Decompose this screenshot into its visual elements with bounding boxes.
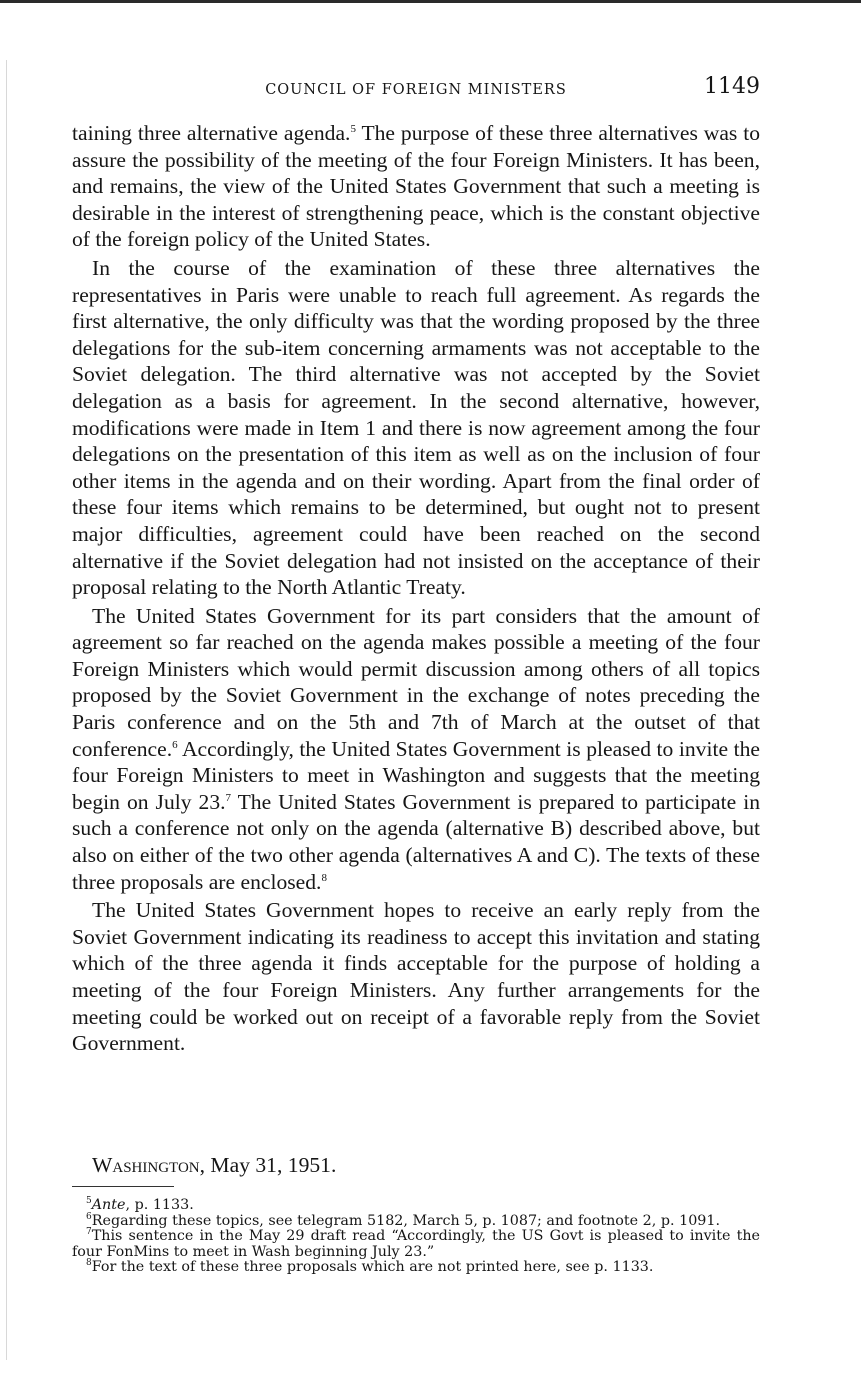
footnote-5 xyxy=(72,1198,760,1214)
footnote-ref-7[interactable]: 7 xyxy=(225,791,232,804)
footnote-text: , p. 1133. xyxy=(125,1197,194,1213)
footnote-italic-ante: Ante xyxy=(91,1197,126,1213)
footnote-text: For the text of these three proposals which are not printed here, see p. 1133. xyxy=(91,1259,654,1275)
running-head xyxy=(72,74,760,108)
paragraph-3-text-a: The United States Government for its part considers that the amount of agreement so far reached on the agenda makes possible a meeting of the four Foreign Ministers which would permit discussion among others of all topics proposed by the Soviet Government in the exchange of notes preceding the Paris conference and on the 5th and 7th of March at the outset of that conference. xyxy=(72,603,760,761)
footnote-text: This sentence in the May 29 draft read “Accordingly, the US Govt is pleased to invite the four FonMins to meet in Wash beginning July 23.” xyxy=(72,1228,760,1260)
dateline-date: , May 31, 1951. xyxy=(199,1153,337,1177)
paragraph-3-text-b: Accordingly, the United States Government is pleased to invite the four Foreign Ministers to meet in Washington and suggests that the meeting begin on July 23. xyxy=(72,736,760,814)
footnote-ref-5[interactable]: 5 xyxy=(350,122,356,135)
dateline xyxy=(92,1153,336,1178)
paragraph-3 xyxy=(72,603,760,896)
dateline-place: Washington xyxy=(92,1153,200,1177)
footnote-6 xyxy=(72,1211,760,1230)
paragraph-1-text-a: taining three alternative agenda. xyxy=(72,121,351,145)
footnote-ref-8[interactable]: 8 xyxy=(321,871,327,884)
footnote-divider xyxy=(72,1186,174,1187)
top-border-rule xyxy=(0,0,861,3)
page-number: 1149 xyxy=(704,74,760,99)
paragraph-3-text-c: The United States Government is prepared to participate in such a conference not only on the agenda (alternative B) described above, but also on either of the two other agenda (alternatives A and C). The texts of these three proposals are enclosed. xyxy=(72,789,760,894)
footnote-ref-6[interactable]: 6 xyxy=(172,738,178,751)
footnote-mark: 6 xyxy=(86,1211,92,1222)
footnote-mark: 8 xyxy=(86,1258,92,1269)
paragraph-1 xyxy=(72,120,760,253)
footnote-text: Regarding these topics, see telegram 5182, March 5, p. 1087; and footnote 2, p. 1091. xyxy=(91,1212,721,1229)
footnotes-section xyxy=(72,1198,760,1276)
paragraph-2: In the course of the examination of these three alternatives the representatives in Paris were unable to reach full agreement. As regards the first alternative, the only difficulty was that the wording proposed by the three delegations for the sub-item concerning armaments was not acceptable to the Soviet delegation. The third alternative was not accepted by the Soviet delegation as a basis for agreement. In the second alternative, however, modifications were made in Item 1 and there is now agreement among the four delegations on the presentation of this item as well as on the inclusion of four other items in the agenda and on their wording. Apart from the final order of these four items which remains to be determined, but ought not to present major difficulties, agreement could have been reached on the second alternative if the Soviet delegation had not insisted on the acceptance of their proposal relating to the North Atlantic Treaty. xyxy=(72,255,760,600)
running-title: COUNCIL OF FOREIGN MINISTERS xyxy=(265,82,567,98)
paragraph-4: The United States Government hopes to receive an early reply from the Soviet Government indicating its readiness to accept this invitation and stating which of the three agenda it finds acceptable for the purpose of holding a meeting of the four Foreign Ministers. Any further arrangements for the meeting could be worked out on receipt of a favorable reply from the Soviet Government. xyxy=(72,898,760,1056)
footnote-mark: 7 xyxy=(86,1227,92,1238)
document-body xyxy=(72,120,760,1059)
footnote-mark: 5 xyxy=(86,1196,92,1207)
page-edge-line xyxy=(6,60,7,1360)
footnote-8 xyxy=(72,1260,760,1276)
footnote-7 xyxy=(72,1229,760,1260)
paragraph-1-text-b: The purpose of these three alternatives was to assure the possibility of the meeting of the four Foreign Ministers. It has been, and remains, the view of the United States Government that such a meeting is desirable in the interest of strengthening peace, which is the constant objective of the foreign policy of the United States. xyxy=(72,121,760,252)
